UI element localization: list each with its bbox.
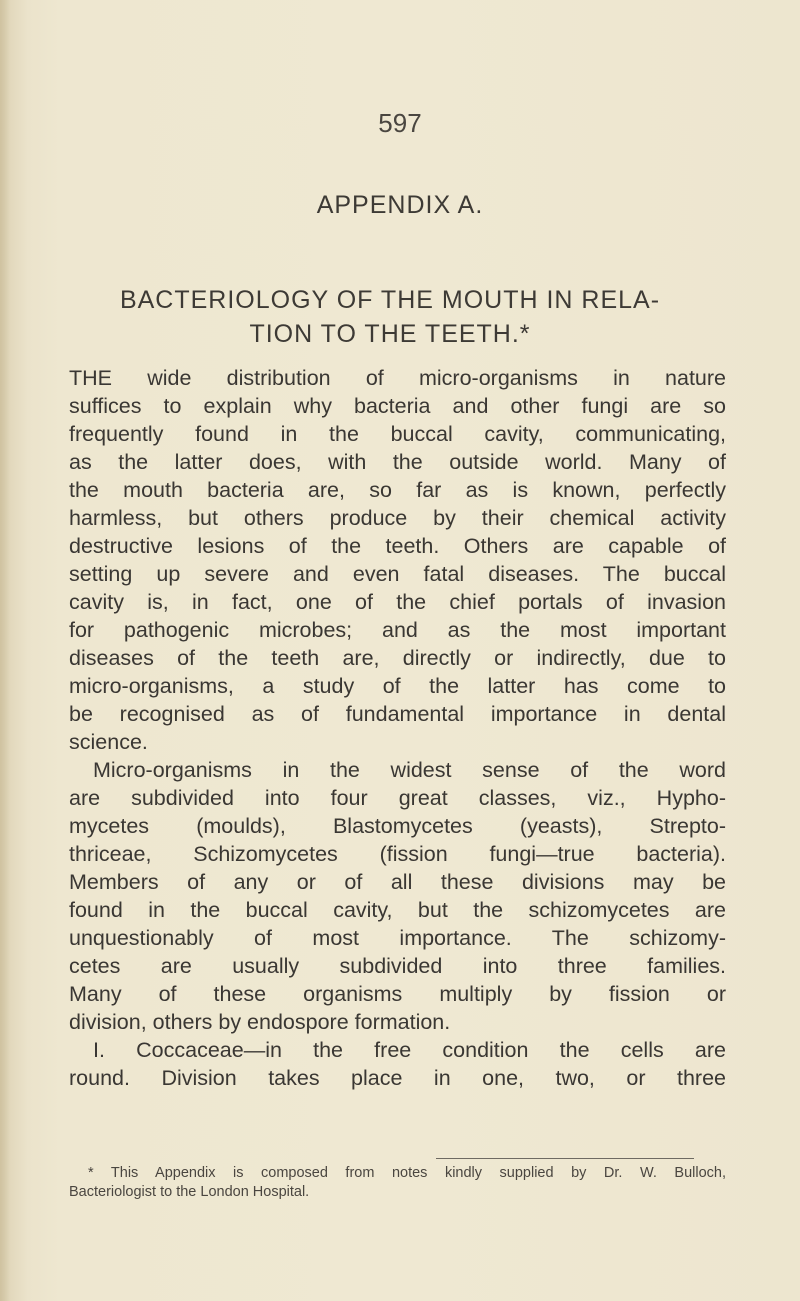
body-line: science. <box>69 730 148 754</box>
body-line: as the latter does, with the outside world. Many of <box>69 450 726 474</box>
body-line: cavity is, in fact, one of the chief portals of invasion <box>69 590 726 614</box>
footnote-line-2: Bacteriologist to the London Hospital. <box>69 1184 310 1200</box>
footnote-divider <box>436 1158 694 1159</box>
body-line: division, others by endospore formation. <box>69 1010 451 1034</box>
chapter-title <box>60 283 720 351</box>
body-line: diseases of the teeth are, directly or indirectly, due to <box>69 646 726 670</box>
body-line: mycetes (moulds), Blastomycetes (yeasts), Strepto- <box>69 814 726 838</box>
body-line: be recognised as of fundamental importance in dental <box>69 702 726 726</box>
body-line: round. Division takes place in one, two, or three <box>69 1066 726 1090</box>
body-line: setting up severe and even fatal diseases. The buccal <box>69 562 726 586</box>
body-line: found in the buccal cavity, but the schizomycetes are <box>69 898 726 922</box>
body-line: unquestionably of most importance. The schizomy- <box>69 926 726 950</box>
body-line: harmless, but others produce by their chemical activity <box>69 506 726 530</box>
body-line: THE wide distribution of micro-organisms in nature <box>69 366 726 390</box>
body-line: frequently found in the buccal cavity, communicating, <box>69 422 726 446</box>
body-line: I. Coccaceae—in the free condition the cells are <box>93 1038 726 1062</box>
body-line: Members of any or of all these divisions may be <box>69 870 726 894</box>
chapter-title-line-1: BACTERIOLOGY OF THE MOUTH IN RELA- <box>119 286 661 314</box>
appendix-heading: APPENDIX A. <box>316 191 484 219</box>
body-line: destructive lesions of the teeth. Others are capable of <box>69 534 726 558</box>
body-line: thriceae, Schizomycetes (fission fungi—true bacteria). <box>69 842 726 866</box>
footnote-line-1: * This Appendix is composed from notes kindly supplied by Dr. W. Bulloch, <box>88 1165 726 1181</box>
body-line: for pathogenic microbes; and as the most important <box>69 618 726 642</box>
body-line: suffices to explain why bacteria and other fungi are so <box>69 394 726 418</box>
body-line: Micro-organisms in the widest sense of the word <box>93 758 726 782</box>
chapter-title-line-2: TION TO THE TEETH.* <box>249 320 531 348</box>
body-line: the mouth bacteria are, so far as is known, perfectly <box>69 478 726 502</box>
body-line: micro-organisms, a study of the latter has come to <box>69 674 726 698</box>
page-number: 597 <box>378 108 422 138</box>
body-line: Many of these organisms multiply by fission or <box>69 982 726 1006</box>
body-line: are subdivided into four great classes, viz., Hypho- <box>69 786 726 810</box>
body-line: cetes are usually subdivided into three families. <box>69 954 726 978</box>
